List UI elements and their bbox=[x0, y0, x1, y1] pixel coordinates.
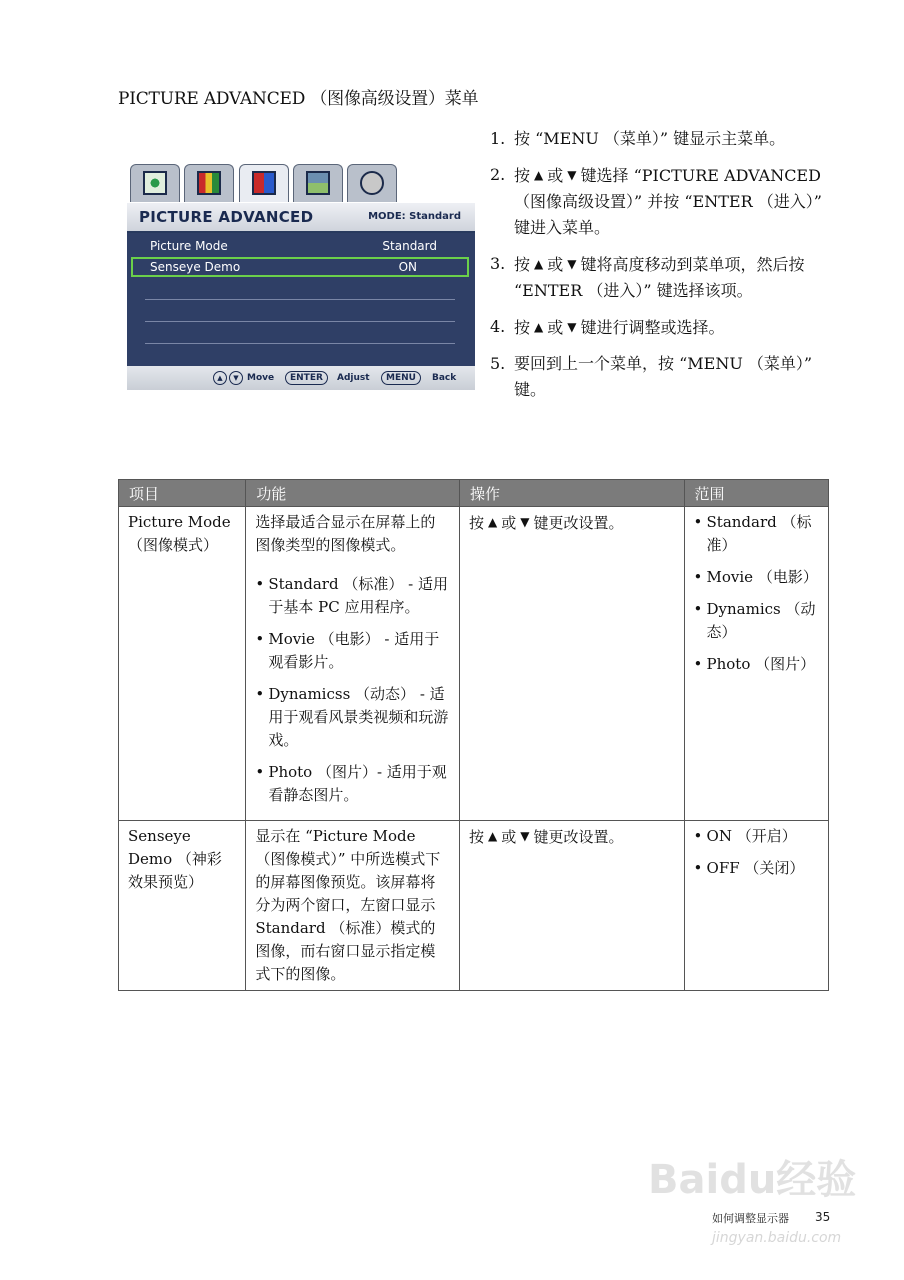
osd-menu-screenshot bbox=[127, 160, 475, 390]
step-number: 5. bbox=[490, 354, 506, 373]
up-arrow-icon: ▲ bbox=[534, 320, 544, 334]
osd-row-picture-mode bbox=[131, 236, 469, 256]
operation-text: 按 bbox=[468, 828, 484, 846]
osd-tab-system bbox=[347, 164, 397, 202]
up-arrow-icon: ▲ bbox=[487, 829, 498, 843]
step-text: 或 bbox=[547, 166, 564, 185]
up-arrow-icon: ▲ bbox=[487, 515, 498, 529]
step-text: 键选择 “PICTURE ADVANCED （图像高级设置）” 并按 “ENTER （进入）” 键进入菜单。 bbox=[514, 166, 822, 237]
list-item: • OFF （关闭） bbox=[694, 857, 819, 880]
step-text: 按 bbox=[514, 318, 531, 337]
down-arrow-icon: ▼ bbox=[520, 829, 530, 843]
up-arrow-icon: ▲ bbox=[213, 371, 227, 385]
step-text: 或 bbox=[547, 318, 564, 337]
table-header-row bbox=[119, 480, 829, 507]
table-header: 项目 bbox=[119, 480, 246, 507]
page-number: 35 bbox=[815, 1210, 831, 1224]
down-arrow-icon: ▼ bbox=[520, 515, 530, 529]
operation-cell bbox=[459, 821, 684, 991]
list-item: • Movie （电影） - 适用于观看影片。 bbox=[255, 628, 450, 674]
page-title: PICTURE ADVANCED （图像高级设置）菜单 bbox=[118, 89, 479, 109]
step-text: 键将高度移动到菜单项，然后按 “ENTER （进入）” 键选择该项。 bbox=[514, 255, 805, 300]
list-item: • Movie （电影） bbox=[694, 566, 819, 589]
step-item bbox=[490, 251, 822, 304]
osd-row-label: Senseye Demo bbox=[150, 260, 241, 274]
function-cell: 显示在 “Picture Mode （图像模式）” 中所选模式下的屏幕图像预览。该屏幕将分为两个窗口，左窗口显示 Standard （标准）模式的图像，而右窗口显示指定模式下的图像。 bbox=[246, 821, 460, 991]
step-text: 按 bbox=[514, 255, 531, 274]
osd-row-value: ON bbox=[398, 260, 417, 274]
osd-footer bbox=[127, 366, 475, 390]
step-text: 按 bbox=[514, 166, 531, 185]
osd-footer-move: Move bbox=[247, 373, 275, 383]
table-header: 功能 bbox=[246, 480, 460, 507]
range-list bbox=[694, 511, 819, 676]
step-text: 键进行调整或选择。 bbox=[580, 318, 725, 337]
osd-header bbox=[127, 203, 475, 233]
table-header: 范围 bbox=[684, 480, 828, 507]
list-item: • ON （开启） bbox=[694, 825, 819, 848]
osd-footer-enter: ENTER bbox=[285, 371, 328, 385]
footer-section-label: 如何调整显示器 bbox=[712, 1212, 789, 1225]
settings-table bbox=[118, 479, 829, 991]
list-item: • Photo （图片） bbox=[694, 653, 819, 676]
range-cell bbox=[684, 507, 828, 821]
osd-footer-adjust: Adjust bbox=[337, 373, 370, 383]
table-row bbox=[119, 821, 829, 991]
step-item bbox=[490, 314, 822, 341]
gear-icon bbox=[360, 171, 384, 195]
osd-mode-label: MODE: Standard bbox=[368, 211, 461, 222]
watermark-url: jingyan.baidu.com bbox=[712, 1230, 842, 1246]
list-item: • Dynamicss （动态） - 适用于观看风景类视频和玩游戏。 bbox=[255, 683, 450, 752]
osd-tab-picture-advanced bbox=[239, 164, 289, 202]
step-item bbox=[490, 351, 822, 403]
function-text: 选择最适合显示在屏幕上的图像类型的图像模式。 bbox=[255, 513, 436, 554]
table-header: 操作 bbox=[459, 480, 684, 507]
down-arrow-icon: ▼ bbox=[567, 168, 577, 182]
step-number: 4. bbox=[490, 317, 506, 336]
list-item: • Photo （图片）- 适用于观看静态图片。 bbox=[255, 761, 450, 807]
step-text: 按 “MENU （菜单）” 键显示主菜单。 bbox=[514, 129, 786, 148]
list-item: • Dynamics （动态） bbox=[694, 598, 819, 644]
osd-footer-back: Back bbox=[432, 373, 457, 383]
display-icon bbox=[143, 171, 167, 195]
osd-tabs bbox=[127, 160, 475, 203]
step-text: 要回到上一个菜单，按 “MENU （菜单）” 键。 bbox=[514, 354, 813, 399]
osd-divider bbox=[145, 299, 455, 300]
up-arrow-icon: ▲ bbox=[534, 257, 544, 271]
step-text: 或 bbox=[547, 255, 564, 274]
operation-text: 键更改设置。 bbox=[533, 828, 624, 846]
operation-text: 按 bbox=[468, 514, 484, 532]
osd-divider bbox=[145, 343, 455, 344]
operation-text: 或 bbox=[501, 828, 517, 846]
osd-body bbox=[127, 233, 475, 366]
up-arrow-icon: ▲ bbox=[534, 168, 544, 182]
step-item bbox=[490, 126, 822, 152]
picture-icon bbox=[197, 171, 221, 195]
osd-tab-display bbox=[130, 164, 180, 202]
picture-advanced-icon bbox=[252, 171, 276, 195]
step-number: 1. bbox=[490, 129, 506, 148]
step-item bbox=[490, 162, 822, 241]
step-number: 3. bbox=[490, 254, 506, 273]
item-cell: Senseye Demo （神彩效果预览） bbox=[119, 821, 246, 991]
osd-tab-input bbox=[293, 164, 343, 202]
input-icon bbox=[306, 171, 330, 195]
item-cell: Picture Mode （图像模式） bbox=[119, 507, 246, 821]
operation-cell bbox=[459, 507, 684, 821]
operation-text: 键更改设置。 bbox=[533, 514, 624, 532]
table-row bbox=[119, 507, 829, 821]
down-arrow-icon: ▼ bbox=[567, 320, 577, 334]
watermark-logo: Baidu经验 bbox=[648, 1157, 857, 1203]
operation-text: 或 bbox=[501, 514, 517, 532]
osd-title: PICTURE ADVANCED bbox=[139, 208, 314, 226]
down-arrow-icon: ▼ bbox=[567, 257, 577, 271]
range-cell bbox=[684, 821, 828, 991]
down-arrow-icon: ▼ bbox=[229, 371, 243, 385]
osd-tab-picture bbox=[184, 164, 234, 202]
osd-row-value: Standard bbox=[382, 239, 437, 253]
osd-row-senseye-demo bbox=[131, 257, 469, 277]
osd-row-label: Picture Mode bbox=[150, 239, 228, 253]
instruction-steps bbox=[490, 126, 822, 413]
function-cell bbox=[246, 507, 460, 821]
step-number: 2. bbox=[490, 165, 506, 184]
list-item: • Standard （标准） bbox=[694, 511, 819, 557]
osd-footer-menu: MENU bbox=[381, 371, 421, 385]
range-list bbox=[694, 825, 819, 880]
function-list bbox=[255, 573, 450, 807]
osd-divider bbox=[145, 321, 455, 322]
list-item: • Standard （标准） - 适用于基本 PC 应用程序。 bbox=[255, 573, 450, 619]
